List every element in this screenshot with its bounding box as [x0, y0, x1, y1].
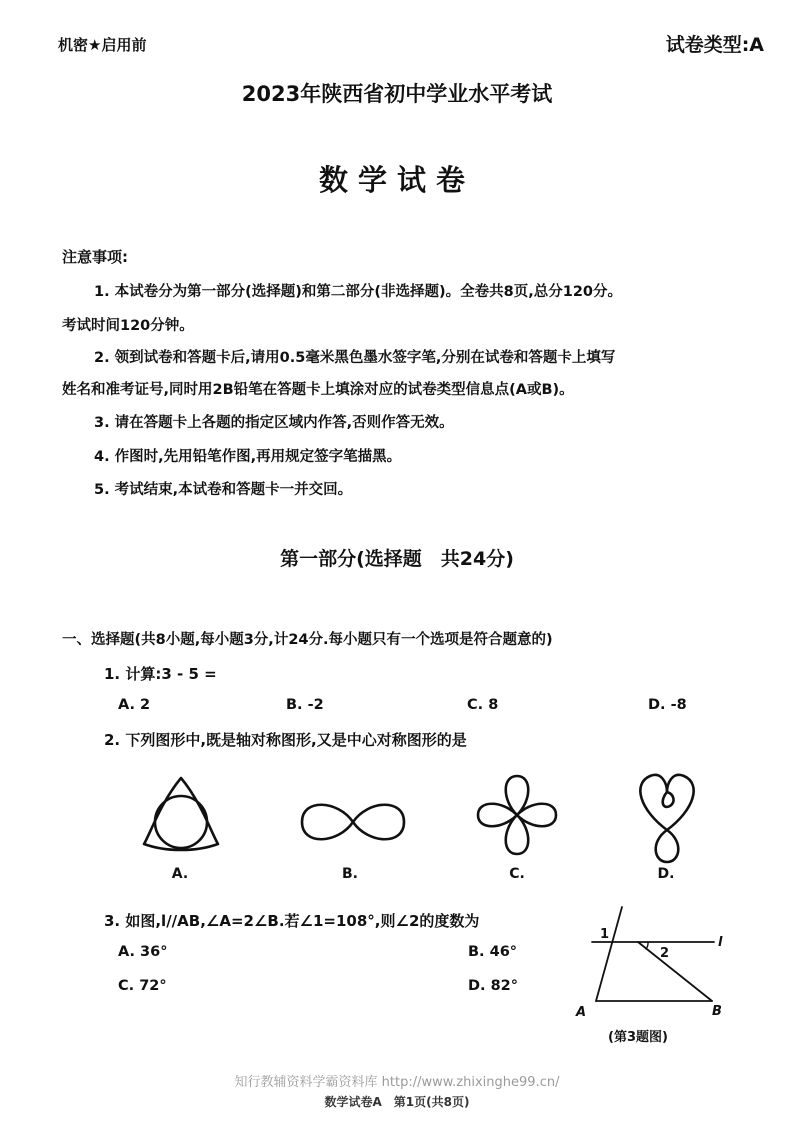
point-b-label: B: [712, 1004, 722, 1019]
heart-loop-figure: [630, 770, 704, 866]
question-3-option-b: B. 46°: [468, 944, 518, 960]
question-1-option-b: B. -2: [286, 697, 324, 713]
question-3-figure-caption: (第3题图): [608, 1030, 668, 1045]
question-2-option-d: D.: [657, 866, 675, 882]
question-1-stem: 1. 计算:3 - 5 =: [104, 665, 217, 683]
notice-heading: 注意事项:: [62, 248, 128, 266]
watermark-text: 知行教辅资料学霸资料库 http://www.zhixinghe99.cn/: [234, 1075, 560, 1090]
notice-item-5: 5. 考试结束,本试卷和答题卡一并交回。: [94, 482, 353, 498]
segment-to-b: [638, 942, 712, 1001]
line-l-label: l: [718, 935, 723, 950]
notice-item-1: 1. 本试卷分为第一部分(选择题)和第二部分(非选择题)。全卷共8页,总分120分。: [94, 284, 623, 300]
transversal-line: [596, 907, 622, 1001]
four-leaf-figure: [474, 772, 560, 858]
question-3-option-d: D. 82°: [468, 978, 519, 994]
question-3-option-a: A. 36°: [118, 944, 168, 960]
infinity-figure: [298, 796, 408, 848]
trefoil-knot-figure: [136, 772, 226, 862]
question-2-option-c: C.: [509, 866, 525, 882]
question-2-option-b: B.: [342, 866, 358, 882]
question-1-option-a: A. 2: [118, 697, 151, 713]
notice-item-2: 2. 领到试卷和答题卡后,请用0.5毫米黑色墨水签字笔,分别在试卷和答题卡上填写: [94, 350, 616, 366]
notice-item-3: 3. 请在答题卡上各题的指定区域内作答,否则作答无效。: [94, 415, 454, 431]
page-footer: 数学试卷A 第1页(共8页): [324, 1095, 470, 1109]
confidential-label: 机密★启用前: [58, 36, 147, 54]
notice-item-2-cont: 姓名和准考证号,同时用2B铅笔在答题卡上填涂对应的试卷类型信息点(A或B)。: [62, 382, 574, 398]
angle-2-label: 2: [660, 946, 670, 961]
question-3-stem: 3. 如图,l//AB,∠A=2∠B.若∠1=108°,则∠2的度数为: [104, 912, 480, 930]
exam-title: 2023年陕西省初中学业水平考试: [241, 82, 553, 106]
part-one-title: 第一部分(选择题 共24分): [280, 548, 514, 570]
question-3-geometry-figure: [572, 905, 732, 1025]
section-heading: 一、选择题(共8小题,每小题3分,计24分.每小题只有一个选项是符合题意的): [62, 632, 553, 648]
question-1-option-c: C. 8: [467, 697, 499, 713]
question-1-option-d: D. -8: [648, 697, 687, 713]
notice-item-4: 4. 作图时,先用铅笔作图,再用规定签字笔描黑。: [94, 449, 402, 465]
notice-item-1-cont: 考试时间120分钟。: [62, 318, 194, 334]
angle-1-label: 1: [600, 927, 610, 942]
point-a-label: A: [576, 1005, 587, 1020]
question-3-option-c: C. 72°: [118, 978, 167, 994]
paper-subtitle: 数学试卷: [318, 163, 475, 197]
question-2-stem: 2. 下列图形中,既是轴对称图形,又是中心对称图形的是: [104, 731, 467, 749]
angle-2-arc: [646, 942, 648, 949]
question-2-option-a: A.: [171, 866, 189, 882]
paper-type-label: 试卷类型:A: [665, 34, 764, 56]
